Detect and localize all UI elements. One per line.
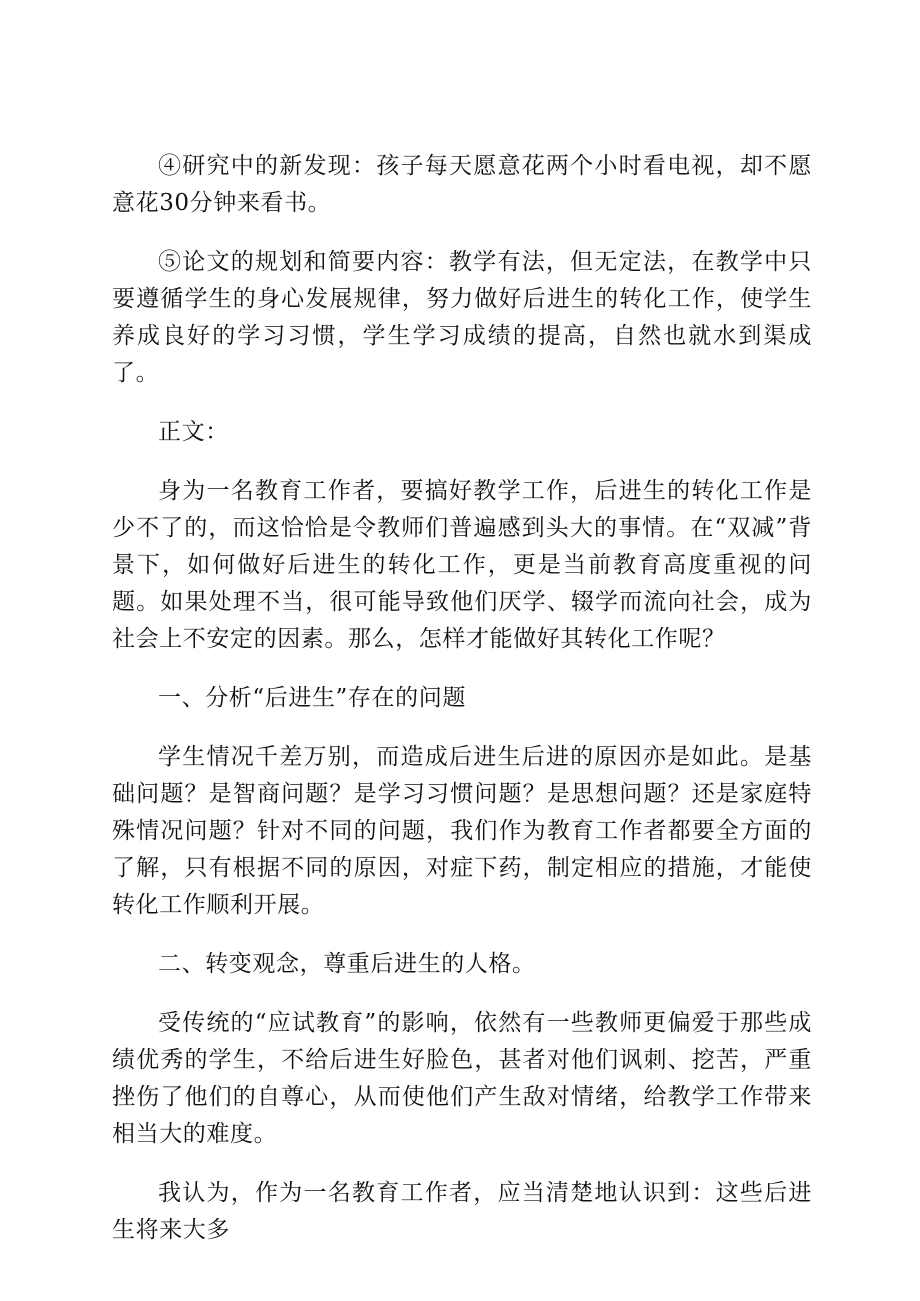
document-page bbox=[112, 148, 812, 1249]
paragraph-exam-education: 受传统的“应试教育”的影响，依然有一些教师更偏爱于那些成绩优秀的学生，不给后进生好脸色，甚者对他们讽刺、挖苦，严重挫伤了他们的自尊心，从而使他们产生敌对情绪，给教学工作带来相当大的难度。 bbox=[112, 1010, 812, 1147]
section-heading-1: 一、分析“后进生”存在的问题 bbox=[158, 685, 466, 711]
spacer bbox=[112, 924, 812, 946]
spacer bbox=[112, 392, 812, 414]
spacer bbox=[112, 1153, 812, 1175]
spacer bbox=[112, 658, 812, 680]
paragraph-intro: 身为一名教育工作者，要搞好教学工作，后进生的转化工作是少不了的，而这恰恰是令教师们普遍感到头大的事情。在“双减”背景下，如何做好后进生的转化工作，更是当前教育高度重视的问题。如果处理不当，很可能导致他们厌学、辍学而流向社会，成为社会上不安定的因素。那么，怎样才能做好其转化工作呢？ bbox=[112, 478, 812, 652]
paragraph-my-view: 我认为，作为一名教育工作者，应当清楚地认识到：这些后进生将来大多 bbox=[112, 1180, 812, 1243]
paragraph-analysis: 学生情况千差万别，而造成后进生后进的原因亦是如此。是基础问题？是智商问题？是学习习惯问题？是思想问题？还是家庭特殊情况问题？针对不同的问题，我们作为教育工作者都要全方面的了解，只有根据不同的原因，对症下药，制定相应的措施，才能使转化工作顺利开展。 bbox=[112, 744, 812, 918]
spacer bbox=[112, 717, 812, 739]
paragraph-paper-plan: ⑤论文的规划和简要内容：教学有法，但无定法，在教学中只要遵循学生的身心发展规律，努力做好后进生的转化工作，使学生养成良好的学习习惯，学生学习成绩的提高，自然也就水到渠成了。 bbox=[112, 249, 812, 386]
spacer bbox=[112, 983, 812, 1005]
spacer bbox=[112, 222, 812, 244]
section-heading-2: 二、转变观念，尊重后进生的人格。 bbox=[158, 951, 536, 977]
spacer bbox=[112, 451, 812, 473]
paragraph-new-finding: ④研究中的新发现：孩子每天愿意花两个小时看电视，却不愿意花30分钟来看书。 bbox=[112, 153, 812, 216]
section-heading-main-text: 正文： bbox=[158, 419, 229, 445]
